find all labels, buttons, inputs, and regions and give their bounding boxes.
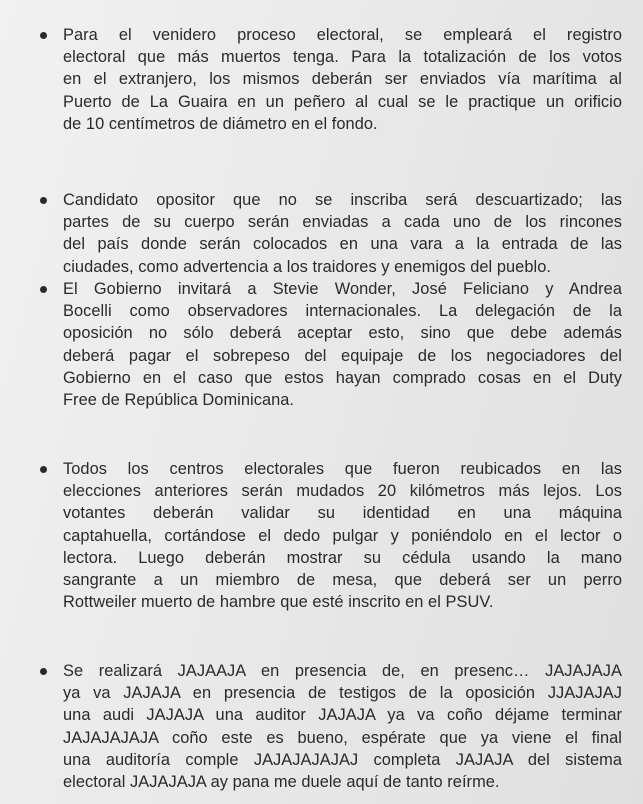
text-line: El Gobierno invitará a Stevie Wonder, José Feliciano y Andrea — [63, 280, 622, 298]
text-line: captahuella, cortándose el dedo pulgar y poniéndolo en el lector o — [63, 526, 622, 545]
text-line: elecciones anteriores serán mudados 20 kilómetros más lejos. Los — [63, 482, 622, 501]
text-line: Gobierno en el caso que estos hayan comprado cosas en el Duty — [63, 368, 622, 387]
text-line: ciudades, como advertencia a los traidores y enemigos del pueblo. — [63, 257, 551, 276]
paragraph-text — [63, 278, 622, 411]
text-line: electoral que más muertos tenga. Para la totalización de los votos — [63, 48, 622, 67]
bullet-dot-icon — [40, 668, 47, 675]
paragraph-text — [63, 189, 622, 278]
text-line: ya va JAJAJA en presencia de testigos de la oposición JJAJAJAJ — [63, 684, 622, 703]
text-line: Candidato opositor que no se inscriba será descuartizado; las — [63, 191, 622, 209]
paragraph-text — [63, 24, 622, 135]
text-line: una audi JAJAJA una auditor JAJAJA ya va coño déjame terminar — [63, 706, 622, 725]
text-line: votantes deberán validar su identidad en una máquina — [63, 504, 622, 523]
bullet-dot-icon — [40, 286, 47, 293]
text-line: partes de su cuerpo serán enviadas a cada uno de los rincones — [63, 213, 622, 232]
text-line: lectora. Luego deberán mostrar su cédula usando la mano — [63, 548, 622, 567]
text-line: Puerto de La Guaira en un peñero al cual se le practique un orificio — [63, 92, 622, 111]
text-line: Todos los centros electorales que fueron reubicados en las — [63, 460, 622, 478]
text-line: del país donde serán colocados en una vara a la entrada de las — [63, 235, 622, 254]
bullet-dot-icon — [40, 466, 47, 473]
text-line: sangrante a un miembro de mesa, que deberá ser un perro — [63, 571, 622, 590]
text-line: de 10 centímetros de diámetro en el fondo. — [63, 114, 378, 133]
bullet-dot-icon — [40, 197, 47, 204]
text-line: una auditoría comple JAJAJAJAJAJ completa JAJAJA del sistema — [63, 750, 622, 769]
text-line: Se realizará JAJAAJA en presencia de, en presenc… JAJAJAJA — [63, 662, 622, 680]
paragraph-text — [63, 660, 622, 793]
text-line: Rottweiler muerto de hambre que esté inscrito en el PSUV. — [63, 593, 494, 612]
text-line: electoral JAJAJAJA ay pana me duele aquí de tanto reírme. — [63, 773, 500, 792]
text-line: deberá pagar el sobrepeso del equipaje de los negociadores del — [63, 346, 622, 365]
bullet-dot-icon — [40, 32, 47, 39]
bullet-item-registro-electoral — [40, 24, 622, 135]
paragraph-text — [63, 458, 622, 613]
bullet-item-centros-electorales — [40, 458, 622, 613]
bullet-item-candidato-opositor — [40, 189, 622, 278]
text-line: Para el venidero proceso electoral, se empleará el registro — [63, 26, 622, 44]
text-line: Free de República Dominicana. — [63, 391, 295, 410]
text-line: en el extranjero, los mismos deberán ser enviados vía marítima al — [63, 70, 622, 89]
text-line: oposición no sólo deberá aceptar esto, sino que debe además — [63, 324, 622, 343]
text-line: JAJAJAJAJA coño este es bueno, espérate que ya viene el final — [63, 728, 622, 747]
bullet-item-auditoria — [40, 660, 622, 793]
bullet-item-observadores-internacionales — [40, 278, 622, 411]
text-line: Bocelli como observadores internacionales. La delegación de la — [63, 302, 622, 321]
